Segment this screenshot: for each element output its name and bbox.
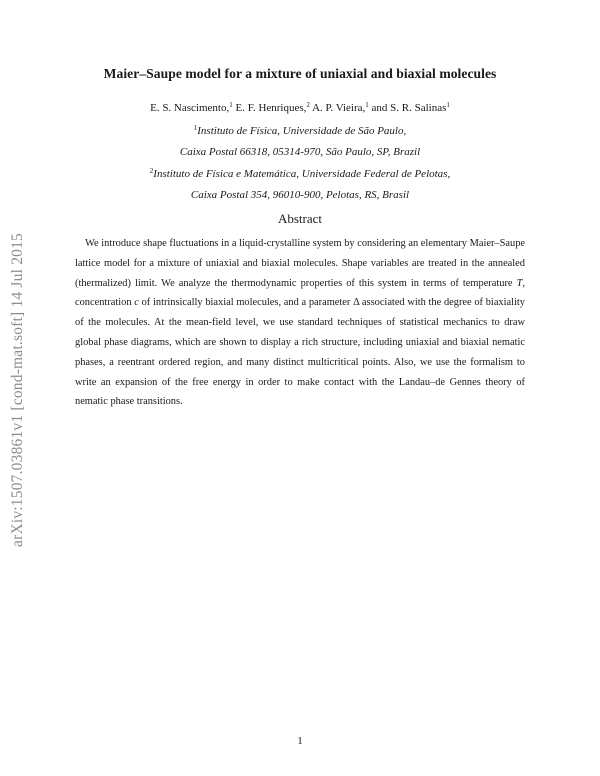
- affiliation-text: Instituto de Física, Universidade de São Paulo,: [197, 125, 407, 137]
- affiliation-2-line-2: Caixa Postal 354, 96010-900, Pelotas, RS, Brasil: [190, 189, 410, 201]
- abstract-body: [75, 234, 525, 412]
- symbol-concentration: c: [134, 297, 139, 309]
- arxiv-side-stamp: [0, 0, 36, 776]
- author-name: and S. R. Salinas: [371, 102, 447, 114]
- affiliation-2-line-1: [0, 167, 600, 180]
- page-number: 1: [297, 735, 303, 747]
- affiliation-mark: 2: [149, 167, 154, 175]
- abstract-text: We introduce shape fluctuations in a liquid-crystalline system by considering an elementary Maier–Saupe lattice model for a mixture of uniaxial and biaxial molecules. Shape variables are treated in the annealed (thermalized) limit. We analyze the thermodynamic properties of this system in terms of temperature: [75, 238, 525, 289]
- affiliation-mark: 1: [365, 101, 369, 109]
- symbol-delta: Δ: [353, 297, 360, 309]
- symbol-temperature: T: [516, 277, 523, 289]
- affiliation-mark: 2: [306, 101, 310, 109]
- arxiv-identifier: arXiv:1507.03861v1 [cond-mat.soft] 14 Jul 2015: [9, 233, 26, 547]
- affiliation-mark: 1: [229, 101, 233, 109]
- abstract-text: associated with the degree of biaxiality of the molecules. At the mean-field level, we use standard techniques of statistical mechanics to draw global phase diagrams, which are shown to display a rich structure, including uniaxial and biaxial nematic phases, a reentrant ordered region, and many distinct multicritical points. Also, we use the formalism to write an expansion of the free energy in order to make contact with the Landau–de Gennes theory of nematic phase transitions.: [75, 297, 525, 408]
- author-name: E. S. Nascimento,: [150, 102, 230, 114]
- abstract-text: of intrinsically biaxial molecules, and a parameter: [138, 297, 354, 309]
- author-name: E. F. Henriques,: [235, 102, 307, 114]
- abstract-text: , concentration: [75, 277, 525, 309]
- affiliation-mark: 1: [446, 101, 450, 109]
- author-name: A. P. Vieira,: [312, 102, 366, 114]
- author-list: [0, 101, 600, 114]
- affiliation-mark: 1: [193, 124, 198, 132]
- paper-title: Maier–Saupe model for a mixture of uniaxial and biaxial molecules: [103, 66, 497, 81]
- abstract-heading: Abstract: [277, 211, 323, 226]
- affiliation-text: Instituto de Física e Matemática, Universidade Federal de Pelotas,: [153, 168, 451, 180]
- affiliation-1-line-2: Caixa Postal 66318, 05314-970, São Paulo, SP, Brazil: [179, 146, 421, 158]
- affiliation-1-line-1: [0, 124, 600, 137]
